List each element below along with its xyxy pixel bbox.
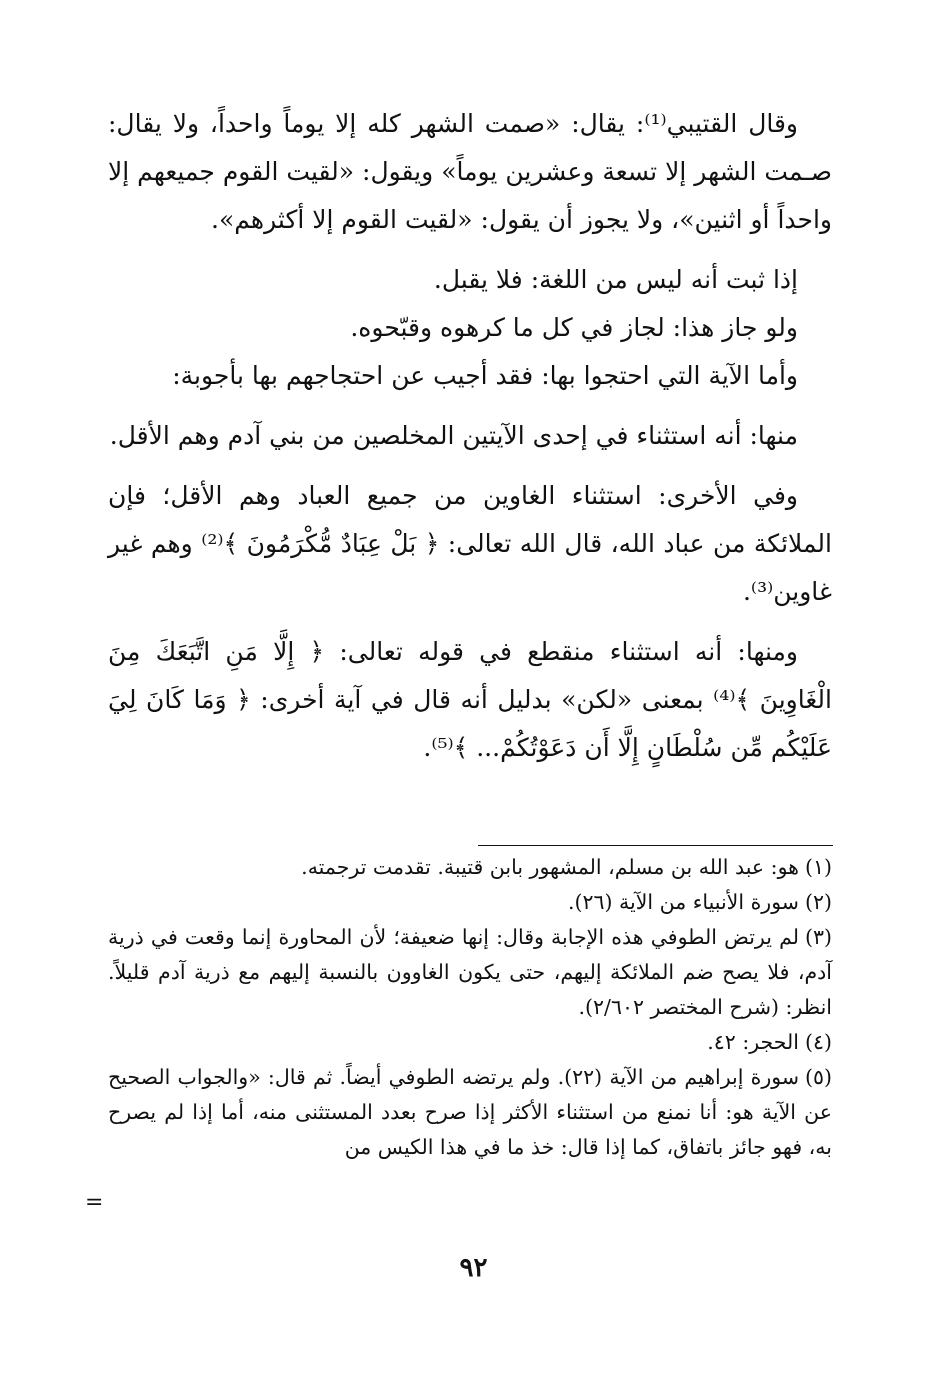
footnote-separator	[478, 845, 833, 846]
footnote-number: (٥)	[805, 1065, 833, 1089]
footnote-text: الحجر: ٤٢.	[707, 1030, 799, 1054]
footnote-text: سورة إبراهيم من الآية (٢٢). ولم يرتضه الطوفي أيضاً. ثم قال: «والجواب الصحيح عن الآية هو: أنا نمنع من استثناء الأكثر إذا صرح بعدد المستثنى منه، أما إذا لم يصرح به، فهو جائز باتفاق، كما إذا قال: خذ ما في هذا الكيس من	[108, 1065, 832, 1159]
paragraph: ومنها: أنه استثناء منقطع في قوله تعالى: ﴿ إِلَّا مَنِ اتَّبَعَكَ مِنَ الْغَاوِينَ ﴾⁽⁴⁾ بمعنى «لكن» بدليل أنه قال في آية أخرى: ﴿ وَمَا كَانَ لِيَ عَلَيْكُم مِّن سُلْطَانٍ إِلَّا أَن دَعَوْتُكُمْ... ﴾⁽⁵⁾.	[108, 637, 832, 762]
footnote-text: سورة الأنبياء من الآية (٢٦).	[567, 890, 799, 914]
footnote	[108, 850, 832, 885]
footnote-number: (٢)	[804, 890, 832, 914]
page-number: ٩٢	[459, 1253, 488, 1283]
paragraph: وفي الأخرى: استثناء الغاوين من جميع العباد وهم الأقل؛ فإن الملائكة من عباد الله، قال الله تعالى: ﴿ بَلْ عِبَادٌ مُّكْرَمُونَ ﴾⁽²⁾ وهم غير غاوين⁽³⁾.	[108, 481, 832, 606]
paragraph: إذا ثبت أنه ليس من اللغة: فلا يقبل.	[433, 265, 798, 294]
footnote	[108, 1060, 832, 1165]
paragraph: ولو جاز هذا: لجاز في كل ما كرهوه وقبّحوه.	[350, 313, 798, 342]
paragraph: وأما الآية التي احتجوا بها: فقد أجيب عن احتجاجهم بها بأجوبة:	[172, 361, 798, 390]
continuation-mark: =	[85, 1190, 104, 1215]
footnote	[108, 885, 832, 920]
footnotes	[108, 850, 832, 1165]
footnote	[108, 1025, 832, 1060]
footnote-number: (٣)	[804, 925, 832, 949]
footnote-number: (٤)	[804, 1030, 832, 1054]
paragraph: وقال القتيبي⁽¹⁾: يقال: «صمت الشهر كله إلا يوماً واحداً، ولا يقال: صـمت الشهر إلا تسعة وعشرين يوماً» ويقول: «لقيت القوم جميعهم إلا واحداً أو اثنين»، ولا يجوز أن يقول: «لقيت القوم إلا أكثرهم».	[108, 109, 832, 234]
footnote-text: هو: عبد الله بن مسلم، المشهور بابن قتيبة. تقدمت ترجمته.	[301, 855, 799, 879]
footnote-number: (١)	[804, 855, 832, 879]
footnote	[108, 920, 832, 1025]
main-text	[108, 100, 832, 772]
paragraph: منها: أنه استثناء في إحدى الآيتين المخلصين من بني آدم وهم الأقل.	[109, 421, 798, 450]
footnote-text: لم يرتض الطوفي هذه الإجابة وقال: إنها ضعيفة؛ لأن المحاورة إنما وقعت في ذرية آدم، فلا يصح ضم الملائكة إليهم، حتى يكون الغاوون بالنسبة إليهم مع ذرية آدم قليلاً. انظر: (شرح المختصر ٢/٦٠٢).	[108, 925, 832, 1019]
